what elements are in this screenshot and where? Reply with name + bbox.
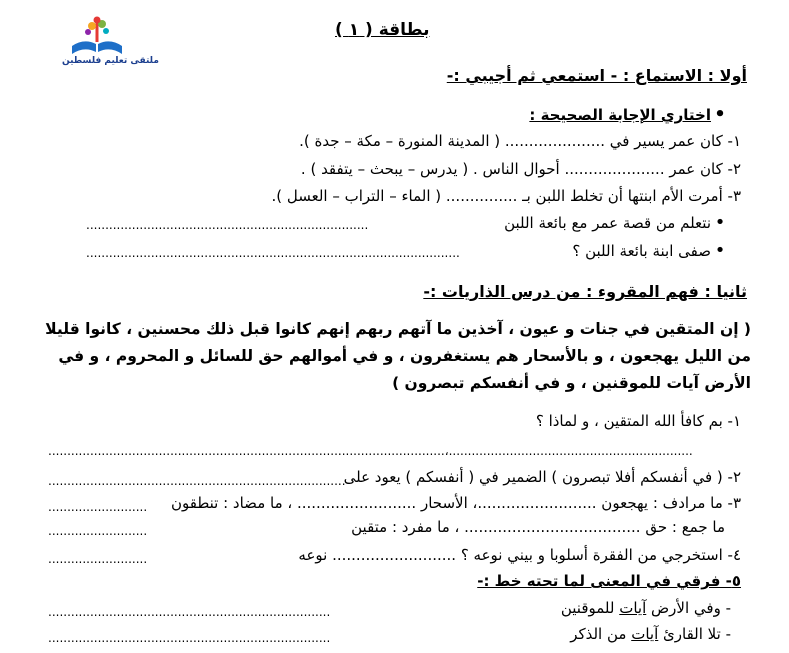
bullet-icon <box>711 242 729 260</box>
listening-question-3: ٣- أمرت الأم ابنتها أن تخلط اللبن بـ ............... ( الماء – التراب – العسل ). <box>271 187 741 205</box>
card-title <box>335 20 429 40</box>
listening-question-1: ١- كان عمر يسير في ..................... ( المدينة المنورة – مكة – جدة ). <box>299 132 741 150</box>
listening-question-5-text: صفى ابنة بائعة اللبن ؟ <box>572 242 711 260</box>
reading-question-5-text: ٥- فرقي في المعنى لما تحته خط :- <box>477 572 741 590</box>
answer-line-r3b: .......................... <box>48 524 148 538</box>
meaning-item-1-underlined: آيات <box>619 599 647 617</box>
answer-line-5: .................................................................................................. <box>86 246 460 260</box>
section2-heading: ثانيا : فهم المقروء : من درس الذاريات :- <box>423 282 747 301</box>
meaning-item-2 <box>570 625 731 643</box>
card-title-text: بطاقة ( ١ ) <box>335 20 430 40</box>
answer-line-m1: .......................................................................... <box>48 605 331 619</box>
reading-question-5 <box>477 572 741 590</box>
meaning-item-1-pre: - وفي الأرض <box>646 599 731 617</box>
answer-line-m2: .......................................................................... <box>48 631 331 645</box>
reading-question-3a: ٣- ما مرادف : يهجعون .........................، الأسحار ......................... ، ما مضاد : تنطقون <box>170 494 741 512</box>
reading-question-4: ٤- استخرجي من الفقرة أسلوبا و بيني نوعه ؟ .......................... نوعه <box>298 546 741 564</box>
listening-question-5 <box>572 242 729 260</box>
logo <box>62 16 159 68</box>
bullet-icon <box>711 106 729 124</box>
passage: ( إن المتقين في جنات و عيون ، آخذين ما آتهم ربهم إنهم كانوا قبل ذلك محسنين ، كانوا قليلا من الليل يهجعون ، و بالأسحار هم يستغفرون ، و في أموالهم حق للسائل و المحروم ، و في الأرض آيات للموقنين ، و في أنفسكم تبصرون ) <box>45 320 751 392</box>
bullet-icon <box>711 214 729 232</box>
listening-question-4 <box>504 214 729 232</box>
meaning-item-1-post: للموقنين <box>560 599 620 617</box>
choose-heading-text: اختاري الإجابة الصحيحة : <box>529 106 711 124</box>
section1-heading: أولا : الاستماع : - استمعي ثم أجيبي :- <box>446 66 747 85</box>
reading-question-2: ٢- ( في أنفسكم أفلا تبصرون ) الضمير في ( أنفسكم ) يعود على <box>343 468 741 486</box>
meaning-item-2-underlined: آيات <box>631 625 659 643</box>
answer-line-r2: .............................................................................. <box>48 474 346 488</box>
logo-caption: ملتقى تعليم فلسطين <box>62 56 159 66</box>
reading-question-3b: ما جمع : حق ..................................... ، ما مفرد : متقين <box>351 518 725 536</box>
listening-question-2: ٢- كان عمر ..................... أحوال الناس . ( يدرس – يبحث – يتفقد ) . <box>300 160 741 178</box>
meaning-item-1 <box>561 599 731 617</box>
choose-heading <box>529 106 729 124</box>
book-logo-icon <box>62 16 132 56</box>
answer-line-4: .......................................................................... <box>86 218 369 232</box>
reading-question-1: ١- بم كافأ الله المتقين ، و لماذا ؟ <box>535 412 741 430</box>
answer-line-r4: .......................... <box>48 552 148 566</box>
answer-line-r3a: .......................... <box>48 500 148 514</box>
meaning-item-2-post: من الذكر <box>570 625 632 643</box>
meaning-item-2-pre: - تلا القارئ <box>658 625 731 643</box>
answer-line-r1: ........................................................................................................،................................................................ <box>48 444 693 458</box>
listening-question-4-text: نتعلم من قصة عمر مع بائعة اللبن <box>504 214 711 232</box>
